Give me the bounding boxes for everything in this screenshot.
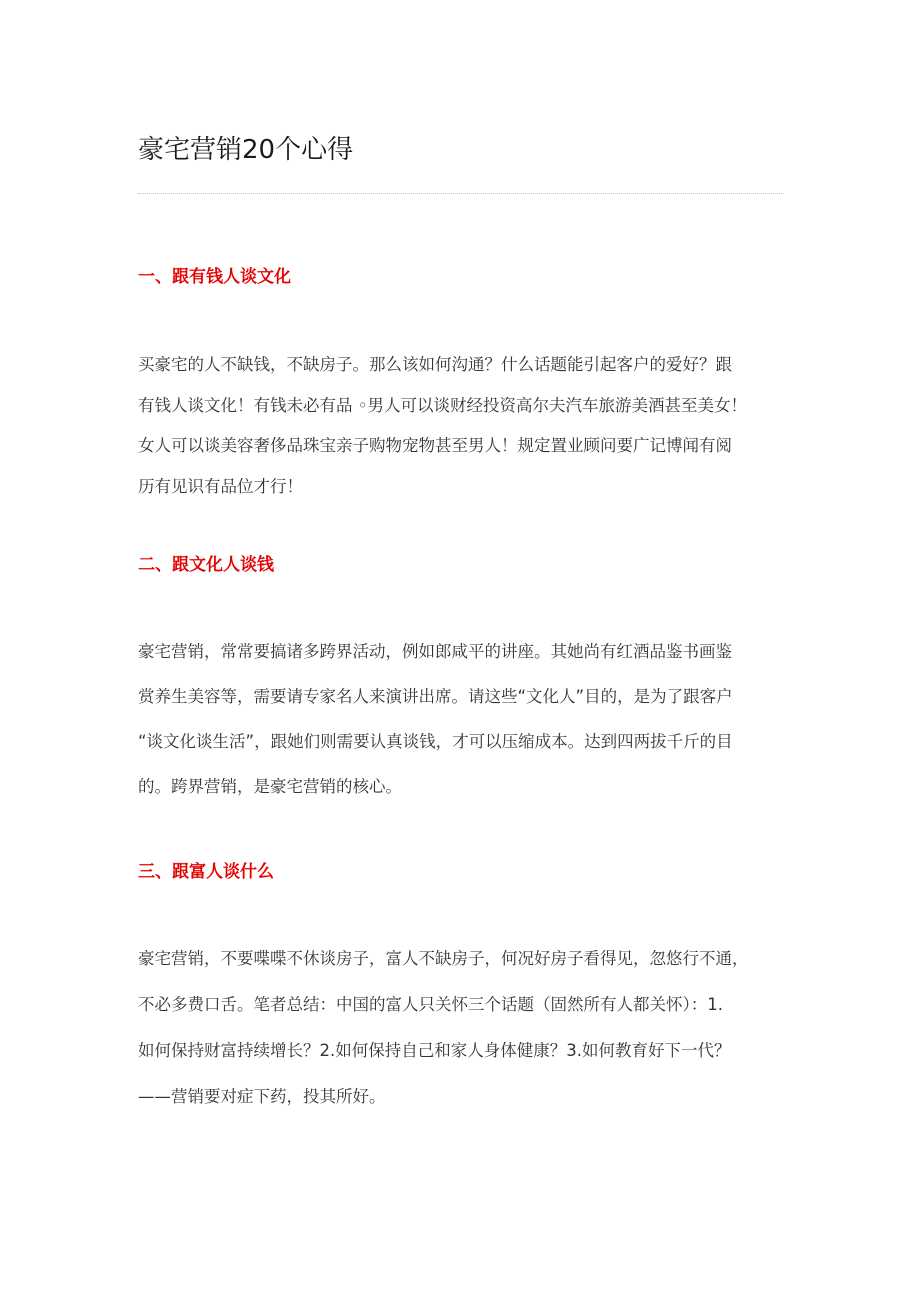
section-heading-2: 二、跟文化人谈钱 [138, 555, 274, 575]
paragraph-line: 有钱人谈文化！有钱未必有品 ◦男人可以谈财经投资高尔夫汽车旅游美酒甚至美女！ [138, 395, 747, 415]
paragraph-line: “谈文化谈生活”，跟她们则需要认真谈钱，才可以压缩成本。达到四两拔千斤的目 [138, 732, 733, 751]
paragraph-line: 买豪宅的人不缺钱，不缺房子。那么该如何沟通？什么话题能引起客户的爱好？跟 [138, 355, 732, 374]
section-paragraph-1 [138, 352, 784, 514]
paragraph-line: 赏养生美容等，需要请专家名人来演讲出席。请这些“文化人”目的，是为了跟客户 [138, 687, 733, 706]
paragraph-line: 如何保持财富持续增长？2.如何保持自己和家人身体健康？3.如何教育好下一代？ [138, 1041, 731, 1060]
page-title: 豪宅营销20个心得 [138, 135, 354, 165]
paragraph-line: 豪宅营销，不要喋喋不休谈房子，富人不缺房子，何况好房子看得见，忽悠行不通， [138, 949, 749, 968]
section-paragraph-2 [138, 639, 784, 819]
paragraph-line: ——营销要对症下药，投其所好。 [138, 1087, 386, 1106]
section-paragraph-3 [138, 946, 784, 1130]
section-heading-1: 一、跟有钱人谈文化 [138, 267, 291, 287]
paragraph-line: 豪宅营销，常常要搞诸多跨界活动，例如郎咸平的讲座。其她尚有红酒品鉴书画鉴 [138, 642, 732, 661]
paragraph-line: 历有见识有品位才行！ [138, 476, 303, 496]
section-heading-3: 三、跟富人谈什么 [138, 862, 274, 882]
paragraph-line: 女人可以谈美容奢侈品珠宝亲子购物宠物甚至男人！规定置业顾问要广记博闻有阅 [138, 436, 732, 455]
paragraph-line: 不必多费口舌。笔者总结：中国的富人只关怀三个话题（固然所有人都关怀）：1. [138, 995, 723, 1014]
paragraph-line: 的。跨界营销，是豪宅营销的核心。 [138, 777, 402, 796]
title-divider [138, 193, 784, 194]
